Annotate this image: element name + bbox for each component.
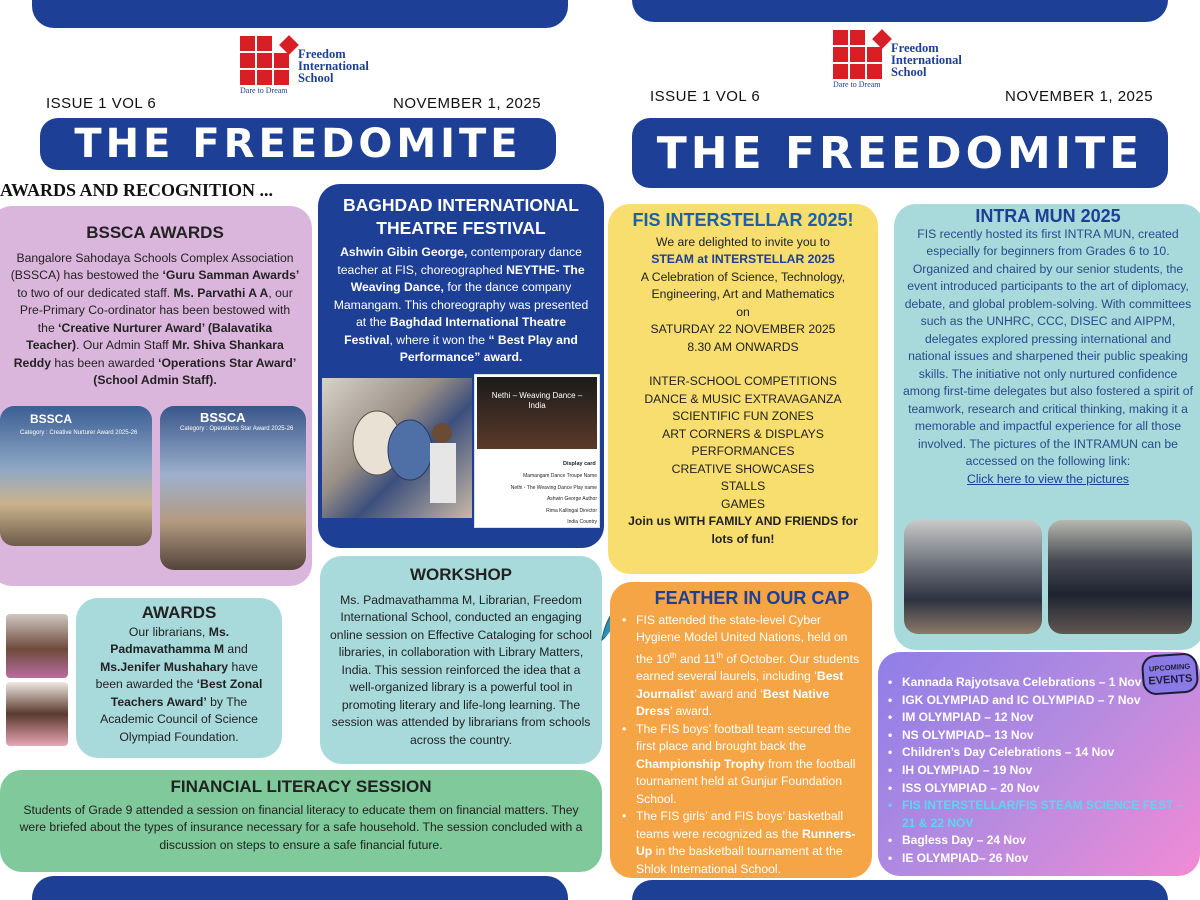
feather-card	[610, 582, 872, 878]
workshop-body: Ms. Padmavathamma M, Librarian, Freedom International School, conducted an engaging online session on Effective Cataloging for school libraries, in collaboration with Library Matters, India. This session reinforced the idea that a well-organized library is a powerful tool in promoting literary and life-long learning. The session was attended by librarians from schools across the country.	[330, 592, 592, 747]
event-item: • IH OLYMPIAD – 19 Nov	[886, 762, 1192, 780]
mun-title: INTRA MUN 2025	[975, 206, 1121, 226]
feather-item: • FIS attended the state-level Cyber Hygiene Model United Nations, held on the 10th and 11th of October. Our students earned several laurels, including ‘Best Journalist’ award and ‘Best Native Dress’ award.	[620, 612, 864, 721]
interstellar-title: FIS INTERSTELLAR 2025!	[632, 210, 854, 230]
financial-card	[0, 770, 602, 872]
bssca-photo-1-caption: Category : Creative Nurturer Award 2025-26	[20, 430, 138, 436]
credit-row: Ashwin George Author	[546, 496, 597, 502]
masthead-left: THE FREEDOMITE	[40, 118, 556, 170]
bssca-body: Bangalore Sahodaya Schools Complex Association (BSSCA) has bestowed the ‘Guru Samman Awards’ to two of our dedicated staff. Ms. Parvathi A A, our Pre-Primary Co-ordinator has been bestowed with the ‘Creative Nurturer Award’ (Balavatika Teacher). Our Admin Staff Mr. Shiva Shankara Reddy has been awarded ‘Operations Star Award’ (School Admin Staff).	[10, 250, 300, 387]
credit-row: Mamangam Dance Troupe Name	[523, 473, 597, 479]
event-item: • ISS OLYMPIAD – 20 Nov	[886, 780, 1192, 798]
issue-label-right: ISSUE 1 VOL 6	[650, 88, 761, 105]
mun-body: FIS recently hosted its first INTRA MUN, created especially for beginners from Grades 6 to 10. Organized and chaired by our senior students, the event introduced participants to the art of diplomacy, debate, and global problem-solving. With committees such as the UNHRC, CCC, DISEC and AIPPM, delegates explored pressing international and national issues and sharpened their public speaking skills. The initiative not only nurtured confidence among first-time delegates but also fostered a spirit of teamwork, research and critical thinking, making it a memorable and impactful experience for all those involved. The pictures of the INTRAMUN can be accessed on the following link:	[903, 226, 1193, 468]
librarian-photo-1	[6, 614, 68, 678]
mun-photo-2	[1048, 520, 1192, 634]
bssca-title: BSSCA AWARDS	[86, 223, 224, 242]
credit-row: Rima Kallingal Director	[546, 507, 597, 514]
upcoming-list	[886, 674, 1192, 868]
event-item: • IE OLYMPIAD– 26 Nov	[886, 850, 1192, 868]
poster-image	[477, 377, 597, 449]
bssca-photo-1	[0, 406, 152, 546]
awards-body: Our librarians, Ms. Padmavathamma M and Ms.Jenifer Mushahary have been awarded the ‘Best Zonal Teachers Award’ by The Academic Council of Science Olympiad Foundation.	[95, 624, 263, 744]
event-item: • Children’s Day Celebrations – 14 Nov	[886, 744, 1192, 762]
poster-credits	[479, 471, 597, 529]
logo-wordmark: Freedom International School	[298, 47, 369, 85]
interstellar-line3: A Celebration of Science, Technology, Engineering, Art and Mathematics	[640, 269, 846, 301]
badge-line-2: EVENTS	[1148, 672, 1193, 688]
logo-wordmark: Freedom International School	[891, 41, 962, 79]
interstellar-line1: We are delighted to invite you to	[656, 234, 830, 249]
upcoming-events-badge	[1141, 652, 1200, 696]
date-label-left: NOVEMBER 1, 2025	[393, 95, 542, 112]
event-item: • NS OLYMPIAD– 13 Nov	[886, 727, 1192, 745]
baghdad-photo-stage	[322, 378, 472, 518]
interstellar-item: STALLS	[720, 479, 766, 493]
interstellar-item: ART CORNERS & DISPLAYS	[662, 426, 824, 441]
mun-photo-1	[904, 520, 1042, 634]
feather-item: • The FIS boys’ football team secured the first place and brought back the Championship Trophy from the football tournament held at Gunjur Foundation School.	[620, 721, 864, 809]
poster-title: Nethi – Weaving Dance – India	[491, 391, 583, 410]
interstellar-item: INTER-SCHOOL COMPETITIONS	[649, 374, 837, 388]
top-bar-left	[32, 0, 568, 28]
interstellar-item: GAMES	[720, 496, 766, 511]
workshop-title: WORKSHOP	[410, 565, 512, 584]
school-logo-left	[240, 36, 369, 95]
interstellar-card	[608, 204, 878, 574]
logo-tagline: Dare to Dream	[833, 80, 881, 89]
workshop-card	[320, 556, 602, 764]
masthead-right: THE FREEDOMITE	[632, 118, 1168, 188]
event-item-highlight: • FIS INTERSTELLAR/FIS STEAM SCIENCE FEST – 21 & 22 NOV	[886, 797, 1192, 832]
feather-item: • The FIS girls’ and FIS boys’ basketball teams were recognized as the Runners-Up in the basketball tournament at the Shlok International School.	[620, 808, 864, 878]
awards-title: AWARDS	[141, 603, 217, 622]
bssca-photo-2-label: BSSCA	[200, 410, 246, 425]
theatre-masks-icon	[322, 378, 472, 518]
interstellar-closing: Join us WITH FAMILY AND FRIENDS for lots of fun!	[628, 514, 858, 546]
bottom-bar-right	[632, 880, 1168, 900]
section-heading-awards: AWARDS AND RECOGNITION ...	[0, 180, 274, 200]
credit-row: India Country	[567, 519, 597, 525]
event-item: • Bagless Day – 24 Nov	[886, 832, 1192, 850]
bssca-photo-2-caption: Category : Operations Star Award 2025-26	[180, 426, 294, 432]
logo-tagline: Dare to Dream	[240, 86, 288, 95]
credit-row: Nethi - The Weaving Dance Play name	[510, 484, 597, 491]
awards-card	[76, 598, 282, 758]
bssca-photo-1-label: BSSCA	[30, 412, 73, 426]
interstellar-item: CREATIVE SHOWCASES	[671, 461, 815, 476]
interstellar-line4: on	[736, 304, 750, 319]
feather-list	[620, 612, 864, 879]
interstellar-item: PERFORMANCES	[691, 444, 795, 458]
bottom-bar-left	[32, 876, 568, 900]
event-item: • IGK OLYMPIAD and IC OLYMPIAD – 7 Nov	[886, 692, 1192, 710]
baghdad-poster	[474, 374, 600, 528]
event-item: • Kannada Rajyotsava Celebrations – 1 Nov	[886, 674, 1192, 692]
interstellar-line5: SATURDAY 22 NOVEMBER 2025	[650, 322, 836, 336]
mun-pictures-link[interactable]: Click here to view the pictures	[967, 471, 1129, 486]
school-logo-right	[833, 30, 962, 89]
event-item: • IM OLYMPIAD – 12 Nov	[886, 709, 1192, 727]
interstellar-item: SCIENTIFIC FUN ZONES	[672, 409, 814, 423]
librarian-photo-2	[6, 682, 68, 746]
feather-title: FEATHER IN OUR CAP	[654, 588, 850, 608]
badge-line-1: UPCOMING	[1148, 661, 1191, 674]
financial-body: Students of Grade 9 attended a session on financial literacy to educate them on financial matters. They were briefed about the types of insurance necessary for a safe household. The session concluded with a discussion on steps to ensure a safe financial future.	[19, 802, 583, 852]
interstellar-line6: 8.30 AM ONWARDS	[687, 339, 799, 354]
display-card-label: Display card	[563, 461, 596, 467]
bssca-photo-2	[160, 406, 306, 570]
baghdad-body: Ashwin Gibin George, contemporary dance teacher at FIS, choreographed NEYTHE- The Weaving Dance, for the dance company Mamangam. This choreography was presented at the Baghdad International Theatre Festival, where it won the “ Best Play and Performance” award.	[333, 245, 589, 364]
issue-label-left: ISSUE 1 VOL 6	[46, 95, 157, 112]
financial-title: FINANCIAL LITERACY SESSION	[170, 777, 432, 796]
date-label-right: NOVEMBER 1, 2025	[1005, 88, 1154, 105]
top-bar-right	[632, 0, 1168, 22]
interstellar-line2: STEAM at INTERSTELLAR 2025	[651, 252, 835, 266]
interstellar-item: DANCE & MUSIC EXTRAVAGANZA	[644, 391, 842, 406]
baghdad-title: BAGHDAD INTERNATIONAL THEATRE FESTIVAL	[343, 195, 579, 238]
